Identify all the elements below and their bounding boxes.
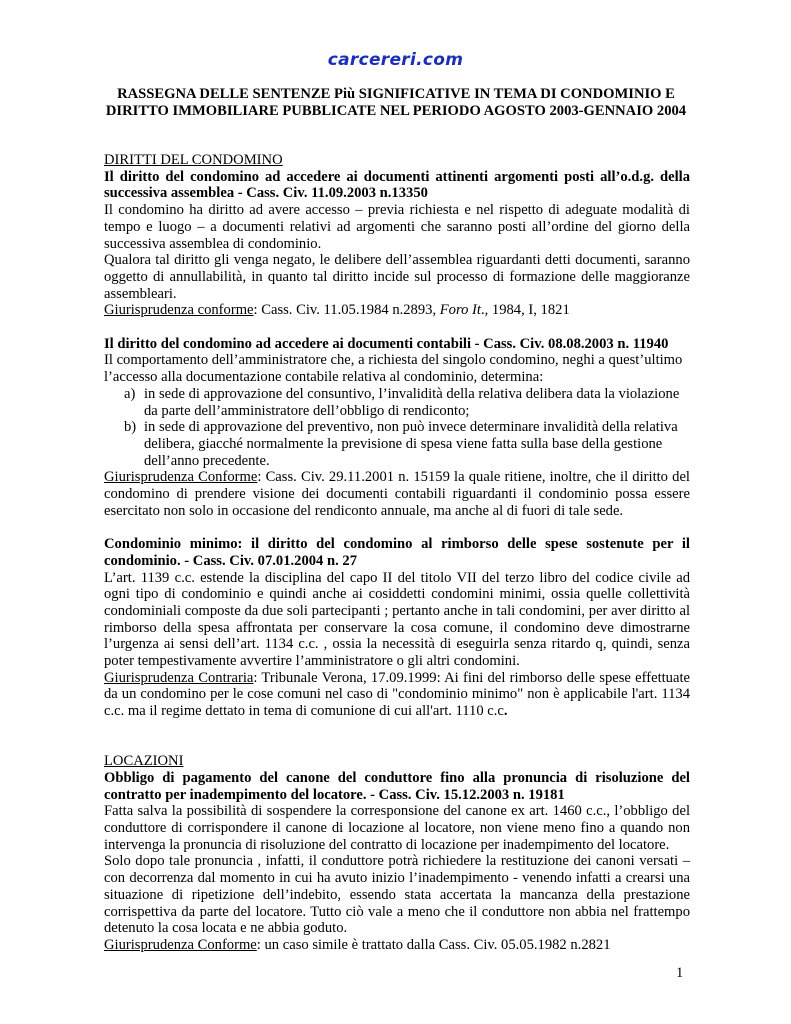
article-title-2: Il diritto del condomino ad accedere ai documenti contabili - Cass. Civ. 08.08.2003 n. 11940 bbox=[104, 335, 669, 352]
list-item-text: in sede di approvazione del preventivo, non può invece determinare invalidità della relativa delibera, giacché normalmente la previsione di spesa viene fatta sulla base della gestione dell’anno precedente. bbox=[144, 419, 678, 469]
jurisprudence-text: : Cass. Civ. 29.11.2001 n. 15159 la quale ritiene, inoltre, che il diritto del condomino di prendere visione dei documenti contabili riguardanti il condominio possa essere esercitato non solo in occasione del rendiconto annuale, ma anche al di fuori di tale sede. bbox=[104, 469, 690, 519]
jurisprudence-end: . bbox=[503, 703, 508, 720]
document-body bbox=[104, 152, 690, 954]
list-item-label: a) bbox=[124, 385, 136, 402]
article-paragraph: Qualora tal diritto gli venga negato, le delibere dell’assemblea riguardanti detti documenti, saranno oggetto di annullabilità, in quanto tal diritto incide sul processo di formazione delle maggioranze assembleari. bbox=[104, 252, 690, 302]
article-paragraph: Fatta salva la possibilità di sospendere la corresponsione del canone ex art. 1460 c.c., l’obbligo del conduttore di corrispondere il canone di locazione al locatore, non viene meno fino a quando non intervenga la pronuncia di risoluzione del contratto di locazione per inadempimento del locatore. bbox=[104, 803, 690, 853]
article-paragraph: Solo dopo tale pronuncia , infatti, il conduttore potrà richiedere la restituzione dei canoni versati – con decorrenza dal momento in cui ha avuto inizio l’inadempimento - venendo infatti a crearsi una situazione di ripetizione dell’indebito, essendo stata accertata la mancanza della prestazione corrispettiva da parte del locatore. Tutto ciò vale a meno che il conduttore non abbia nel frattempo detenuto la cosa locata e ne abbia goduto. bbox=[104, 853, 690, 937]
jurisprudence-label: Giurisprudenza conforme bbox=[104, 302, 254, 319]
jurisprudence-text: ., 1984, I, 1821 bbox=[480, 302, 570, 319]
article-paragraph: Il comportamento dell’amministratore che, a richiesta del singolo condomino, neghi a quest’ultimo l’accesso alla documentazione contabile relativa al condominio, determina: bbox=[104, 352, 683, 386]
site-logo[interactable]: carcereri.com bbox=[327, 50, 464, 70]
article-paragraph: L’art. 1139 c.c. estende la disciplina del capo II del titolo VII del terzo libro del codice civile ad ogni tipo di condominio e quindi anche ai cosiddetti condomini minimi, ossia quelle collettività condominiali composte da due soli partecipanti ; pertanto anche in tali condomini, per aver diritto al rimborso della spesa affrontata per conservare la cosa comune, il condomino deve dimostrarne l’urgenza ai sensi dell’art. 1134 c.c. , ossia la necessità di eseguirla senza ritardo q, quindi, senza poter tempestivamente avvertire l’amministratore o gli altri condomini. bbox=[104, 569, 690, 670]
jurisprudence-label: Giurisprudenza Conforme bbox=[104, 469, 258, 486]
list-item-text: in sede di approvazione del consuntivo, l’invalidità della relativa delibera data la violazione da parte dell’amministratore dell’obbligo di rendiconto; bbox=[144, 385, 680, 419]
jurisprudence-line bbox=[104, 937, 690, 954]
jurisprudence-line bbox=[104, 469, 690, 519]
jurisprudence-text: : Tribunale Verona, 17.09.1999: Ai fini del rimborso delle spese effettuate da un condomino per le cose comuni nel caso di "condominio minimo" non è applicabile l'art. 1134 c.c. ma il regime dettato in tema di comunione di cui all'art. 1110 c.c bbox=[104, 669, 690, 720]
jurisprudence-line bbox=[104, 302, 690, 319]
list-item bbox=[104, 419, 690, 469]
jurisprudence-text: : un caso simile è trattato dalla Cass. Civ. 05.05.1982 n.2821 bbox=[256, 936, 611, 953]
article-paragraph: Il condomino ha diritto ad avere accesso – previa richiesta e nel rispetto di adeguate modalità di tempo e luogo – a documenti relativi ad argomenti che saranno posti all’ordine del giorno della successiva assemblea di condominio. bbox=[104, 202, 690, 252]
jurisprudence-label: Giurisprudenza Contraria bbox=[104, 669, 254, 686]
list-item-label: b) bbox=[124, 419, 137, 436]
section-heading-locazioni: LOCAZIONI bbox=[104, 753, 184, 770]
page-number: 1 bbox=[676, 965, 684, 981]
list-item bbox=[104, 386, 690, 419]
article-title-3: Condominio minimo: il diritto del condomino al rimborso delle spese sostenute per il condominio. - Cass. Civ. 07.01.2004 n. 27 bbox=[104, 536, 690, 569]
jurisprudence-italic: Foro It bbox=[439, 302, 481, 319]
jurisprudence-text: : Cass. Civ. 11.05.1984 n.2893, bbox=[253, 302, 440, 319]
section-heading-diritti: DIRITTI DEL CONDOMINO bbox=[104, 152, 283, 168]
jurisprudence-line bbox=[104, 670, 690, 720]
jurisprudence-label: Giurisprudenza Conforme bbox=[104, 936, 257, 953]
article-title-1: Il diritto del condomino ad accedere ai documenti attinenti argomenti posti all’o.d.g. della successiva assemblea - Cass. Civ. 11.09.2003 n.13350 bbox=[104, 168, 690, 202]
document-title: RASSEGNA DELLE SENTENZE Più SIGNIFICATIVE IN TEMA DI CONDOMINIO E DIRITTO IMMOBILIARE PUBBLICATE NEL PERIODO AGOSTO 2003-GENNAIO 2004 bbox=[105, 86, 687, 119]
article-title-4: Obbligo di pagamento del canone del conduttore fino alla pronuncia di risoluzione del contratto per inadempimento del locatore. - Cass. Civ. 15.12.2003 n. 19181 bbox=[104, 769, 690, 803]
